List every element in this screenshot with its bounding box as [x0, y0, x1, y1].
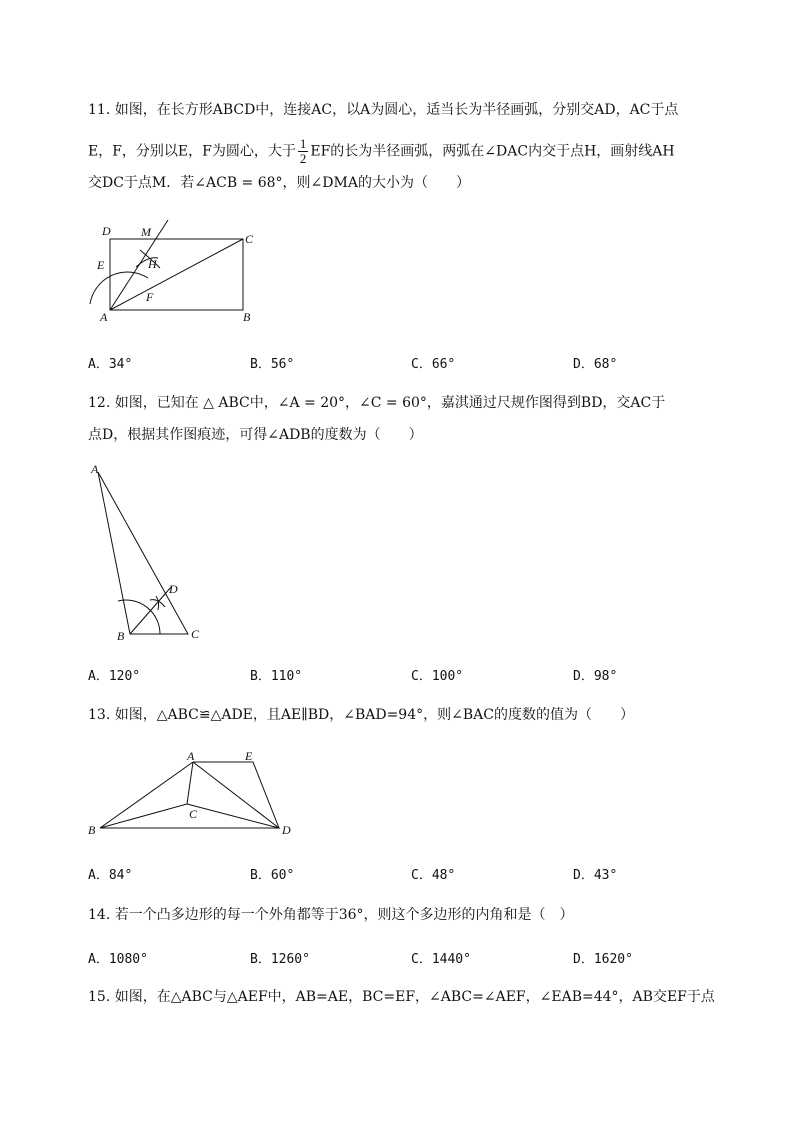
q12-option-c[interactable]: C．100° [411, 669, 464, 684]
label-f: F [146, 290, 154, 304]
label-m: M [141, 225, 151, 239]
diagonal-ac [110, 239, 243, 310]
q14-option-d[interactable]: D．1620° [573, 952, 633, 967]
label-h: H [148, 257, 157, 271]
q11-option-b[interactable]: B．56° [250, 357, 295, 372]
q12-line-2: 点D，根据其作图痕迹，可得∠ADB的度数为（ ） [88, 427, 423, 443]
q12-option-a[interactable]: A．120° [88, 669, 141, 684]
label-d: D [102, 224, 111, 238]
label-a: A [100, 310, 108, 324]
q15-line-1: 15. 如图，在△ABC与△AEF中，AB=AE，BC=EF，∠ABC=∠AEF，∠EAB=44°，AB交EF于点 [88, 989, 715, 1005]
q11-line-2-part-b: EF的长为半径画弧，两弧在∠DAC内交于点H，画射线AH [310, 143, 675, 160]
arc-ef [90, 272, 148, 304]
q11-option-c[interactable]: C．66° [411, 357, 456, 372]
label-b: B [117, 629, 125, 643]
q11-line-1: 11. 如图，在长方形ABCD中，连接AC，以A为圆心，适当长为半径画弧，分别交AD，AC于点 [88, 102, 679, 118]
q13-option-d[interactable]: D．43° [573, 868, 618, 883]
triangle-ade [193, 762, 279, 828]
label-a: A [91, 462, 99, 476]
label-e: E [97, 258, 105, 272]
triangle-abc [98, 472, 188, 634]
label-c: C [191, 627, 200, 641]
q12-option-b[interactable]: B．110° [250, 669, 303, 684]
q13-option-c[interactable]: C．48° [411, 868, 456, 883]
q11-line-2 [88, 137, 675, 166]
q11-line-2-part-a: E，F，分别以E，F为圆心，大于 [88, 143, 296, 160]
segment-bd [130, 586, 172, 634]
q14-option-a[interactable]: A．1080° [88, 952, 148, 967]
q13-option-b[interactable]: B．60° [250, 868, 295, 883]
segment-cd [187, 804, 279, 828]
q14-option-c[interactable]: C．1440° [411, 952, 471, 967]
label-b: B [88, 823, 96, 837]
label-d: D [282, 823, 291, 837]
q11-line-3: 交DC于点M．若∠ACB = 68°，则∠DMA的大小为（ ） [88, 175, 470, 191]
q14-line-1: 14. 若一个凸多边形的每一个外角都等于36°，则这个多边形的内角和是（ ） [88, 907, 574, 923]
q12-option-d[interactable]: D．98° [573, 669, 618, 684]
label-d: D [169, 582, 178, 596]
q11-option-d[interactable]: D．68° [573, 357, 618, 372]
fraction-one-half: $\frac{1}{2}$ [299, 136, 307, 166]
q13-option-a[interactable]: A．84° [88, 868, 133, 883]
label-b: B [243, 310, 251, 324]
q13-quadrilateral-figure [86, 748, 306, 838]
q11-option-a[interactable]: A．34° [88, 357, 133, 372]
q12-line-1: 12. 如图，已知在 △ ABC中，∠A = 20°，∠C = 60°，嘉淇通过尺规作图得到BD，交AC于 [88, 395, 666, 411]
triangle-abc [100, 762, 193, 828]
label-a: A [187, 749, 195, 763]
label-c: C [189, 807, 198, 821]
q12-triangle-figure [88, 460, 218, 650]
q14-option-b[interactable]: B．1260° [250, 952, 310, 967]
label-e: E [245, 749, 253, 763]
label-c: C [245, 232, 254, 246]
q11-rectangle-figure [90, 220, 270, 330]
q13-line-1: 13. 如图，△ABC≌△ADE，且AE∥BD，∠BAD=94°，则∠BAC的度数的值为（ ） [88, 707, 634, 723]
